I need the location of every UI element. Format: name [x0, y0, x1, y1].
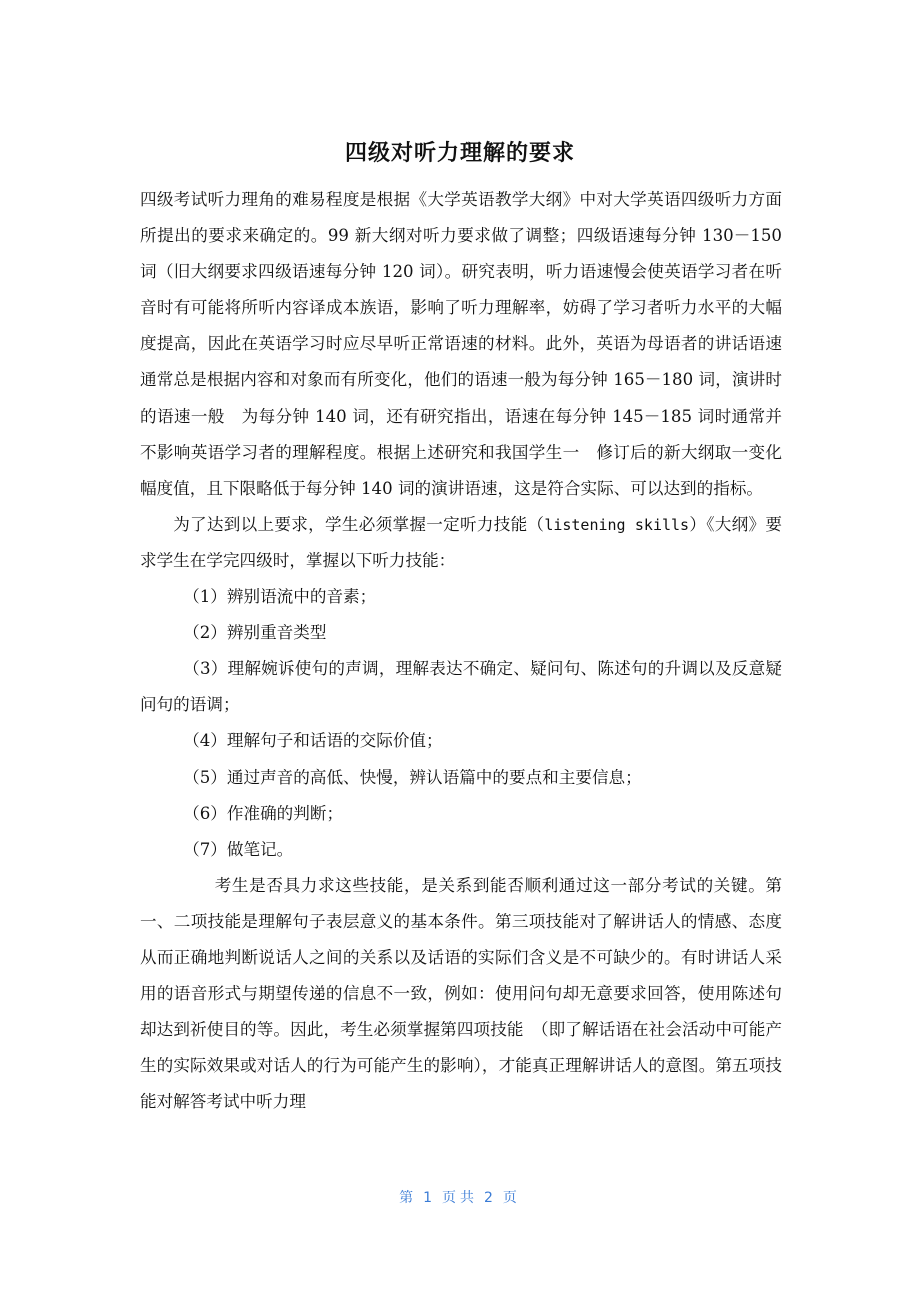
footer-suffix: 页	[502, 1190, 521, 1206]
skill-item-6: （6）作准确的判断；	[183, 803, 344, 823]
paragraph-requirements-english-term: listening skills	[544, 515, 690, 534]
paragraph-requirements	[140, 507, 782, 579]
paragraph-requirements-text-1: 为了达到以上要求，学生必须掌握一定听力技能（	[173, 514, 545, 534]
document-body	[140, 182, 782, 1120]
footer-total-pages: 2	[484, 1190, 497, 1206]
document-title: 四级对听力理解的要求	[344, 141, 575, 166]
footer-prefix: 第	[399, 1190, 418, 1206]
footer-middle: 页共	[442, 1190, 478, 1206]
page-number-footer	[0, 1187, 920, 1207]
skill-item-7: （7）做笔记。	[183, 839, 294, 859]
paragraph-requirements-text-2: ）《大纲》要求学生在学完四级时，掌握以下听力技能：	[140, 514, 783, 570]
skill-item-1: （1）辨别语流中的音素；	[183, 587, 377, 607]
footer-current-page: 1	[423, 1190, 436, 1206]
paragraph-intro: 四级考试听力理角的难易程度是根据《大学英语教学大纲》中对大学英语四级听力方面所提出的要求来确定的。99 新大纲对听力要求做了调整；四级语速每分钟 130－150 词（旧大纲要求四级语速每分钟 120 词）。研究表明，听力语速慢会使英语学习者在听音时有可能将所听内容译成本族语，影响了听力理解率，妨碍了学习者听力水平的大幅度提高，因此在英语学习时应尽早听正常语速的材料。此外，英语为母语者的讲话语速通常总是根据内容和对象而有所变化，他们的语速一般为每分钟 165－180 词，演讲时的语速一般 为每分钟 140 词，还有研究指出，语速在每分钟 145－185 词时通常并不影响英语学习者的理解程度。根据上述研究和我国学生一 修订后的新大纲取一变化幅度值，且下限略低于每分钟 140 词的演讲语速，这是符合实际、可以达到的指标。	[140, 190, 782, 498]
skill-item-4: （4）理解句子和话语的交际价值；	[183, 731, 443, 751]
skill-item-2: （2）辨别重音类型	[183, 623, 327, 643]
paragraph-analysis: 考生是否具力求这些技能，是关系到能否顺利通过这一部分考试的关键。第一、二项技能是理解句子表层意义的基本条件。第三项技能对了解讲话人的情感、态度从而正确地判断说话人之间的关系以及话语的实际们含义是不可缺少的。有时讲话人采用的语音形式与期望传递的信息不一致，例如：使用问句却无意要求回答，使用陈述句却达到祈使目的等。因此，考生必须掌握第四项技能 （即了解话语在社会活动中可能产生的实际效果或对话人的行为可能产生的影响），才能真正理解讲话人的意图。第五项技能对解答考试中听力理	[140, 875, 782, 1112]
skill-item-3: （3）理解婉诉使句的声调，理解表达不确定、疑问句、陈述句的升调以及反意疑问句的语调；	[140, 659, 782, 715]
skill-item-5: （5）通过声音的高低、快慢，辨认语篇中的要点和主要信息；	[183, 767, 642, 787]
